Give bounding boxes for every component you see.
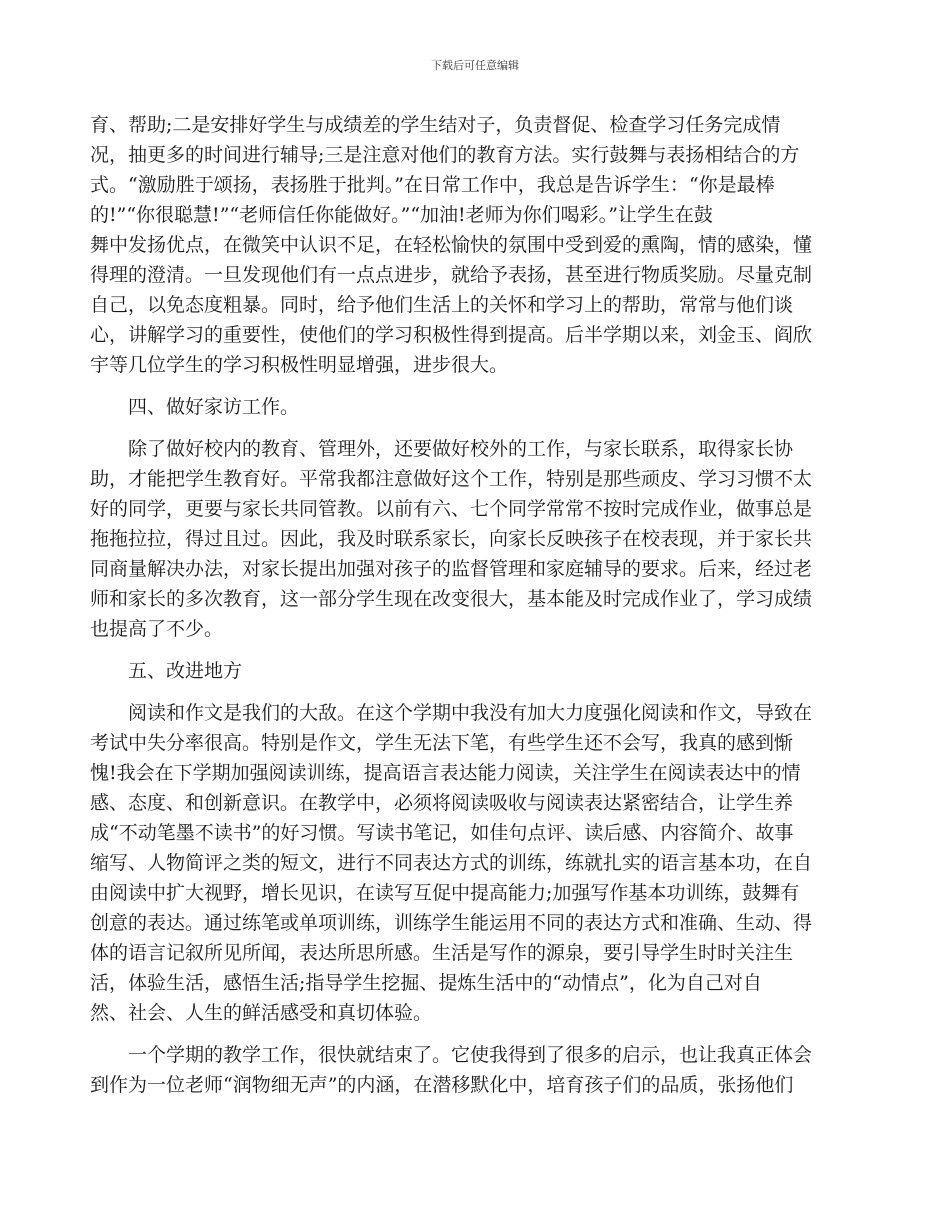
paragraph — [90, 698, 860, 1028]
text-line: 由阅读中扩大视野，增长见识，在读写互促中提高能力;加强写作基本功训练，鼓舞有 — [90, 882, 800, 904]
text-line: 活，体验生活，感悟生活;指导学生挖掘、提炼生活中的“动情点”，化为自己对自 — [90, 972, 762, 994]
text-line: 况，抽更多的时间进行辅导;三是注意对他们的教育方法。实行鼓舞与表扬相结合的方 — [90, 144, 800, 166]
text-line: 考试中失分率很高。特别是作文，学生无法下笔，有些学生还不会写，我真的感到惭 — [90, 732, 794, 754]
paragraph — [90, 1040, 860, 1100]
text-line: 式。“激励胜于颂扬，表扬胜于批判。”在日常工作中，我总是告诉学生：“你是最棒 — [90, 174, 775, 196]
header-note: 下载后可任意编辑 — [431, 59, 519, 72]
text-line: 舞中发扬优点，在微笑中认识不足，在轻松愉快的氛围中受到爱的熏陶，情的感染，懂 — [90, 234, 813, 256]
text-line: 自己，以免态度粗暴。同时，给予他们生活上的关怀和学习上的帮助，常常与他们谈 — [90, 294, 794, 316]
section-heading: 四、做好家访工作。 — [128, 396, 300, 418]
text-line: 宇等几位学生的学习积极性明显增强，进步很大。 — [90, 354, 509, 376]
text-line: 到作为一位老师“润物细无声”的内涵，在潜移默化中，培育孩子们的品质，张扬他们 — [90, 1074, 794, 1096]
section-heading: 五、改进地方 — [128, 660, 243, 682]
text-line: 也提高了不少。 — [90, 618, 224, 640]
text-line: 然、社会、人生的鲜活感受和真切体验。 — [90, 1002, 433, 1024]
text-line: 的!”“你很聪慧!”“老师信任你能做好。”“加油!老师为你们喝彩。”让学生在鼓 — [90, 204, 713, 226]
text-line: 愧!我会在下学期加强阅读训练，提高语言表达能力阅读，关注学生在阅读表达中的情 — [90, 762, 801, 784]
text-line: 好的同学，更要与家长共同管教。以前有六、七个同学常常不按时完成作业，做事总是 — [90, 498, 813, 520]
text-line: 成“不动笔墨不读书”的好习惯。写读书笔记，如佳句点评、读后感、内容简介、故事 — [90, 822, 794, 844]
text-line: 一个学期的教学工作，很快就结束了。它使我得到了很多的启示，也让我真正体会 — [128, 1044, 813, 1066]
text-line: 体的语言记叙所见所闻，表达所思所感。生活是写作的源泉，要引导学生时时关注生 — [90, 942, 794, 964]
text-line: 拖拖拉拉，得过且过。因此，我及时联系家长，向家长反映孩子在校表现，并于家长共 — [90, 528, 813, 550]
text-line: 助，才能把学生教育好。平常我都注意做好这个工作，特别是那些顽皮、学习习惯不太 — [90, 468, 813, 490]
text-line: 缩写、人物简评之类的短文，进行不同表达方式的训练，练就扎实的语言基本功，在自 — [90, 852, 813, 874]
text-line: 阅读和作文是我们的大敌。在这个学期中我没有加大力度强化阅读和作文，导致在 — [128, 702, 813, 724]
document-body — [90, 110, 860, 1100]
text-line: 感、态度、和创新意识。在教学中，必须将阅读吸收与阅读表达紧密结合，让学生养 — [90, 792, 794, 814]
text-line: 得理的澄清。一旦发现他们有一点点进步，就给予表扬，甚至进行物质奖励。尽量克制 — [90, 264, 813, 286]
text-line: 同商量解决办法，对家长提出加强对孩子的监督管理和家庭辅导的要求。后来，经过老 — [90, 558, 813, 580]
text-line: 创意的表达。通过练笔或单项训练，训练学生能运用不同的表达方式和准确、生动、得 — [90, 912, 813, 934]
paragraph — [90, 110, 860, 380]
paragraph — [90, 434, 860, 644]
text-line: 心，讲解学习的重要性，使他们的学习积极性得到提高。后半学期以来，刘金玉、阎欣 — [90, 324, 813, 346]
text-line: 除了做好校内的教育、管理外，还要做好校外的工作，与家长联系，取得家长协 — [128, 438, 794, 460]
text-line: 师和家长的多次教育，这一部分学生现在改变很大，基本能及时完成作业了，学习成绩 — [90, 588, 813, 610]
text-line: 育、帮助;二是安排好学生与成绩差的学生结对子，负责督促、检查学习任务完成情 — [90, 114, 781, 136]
